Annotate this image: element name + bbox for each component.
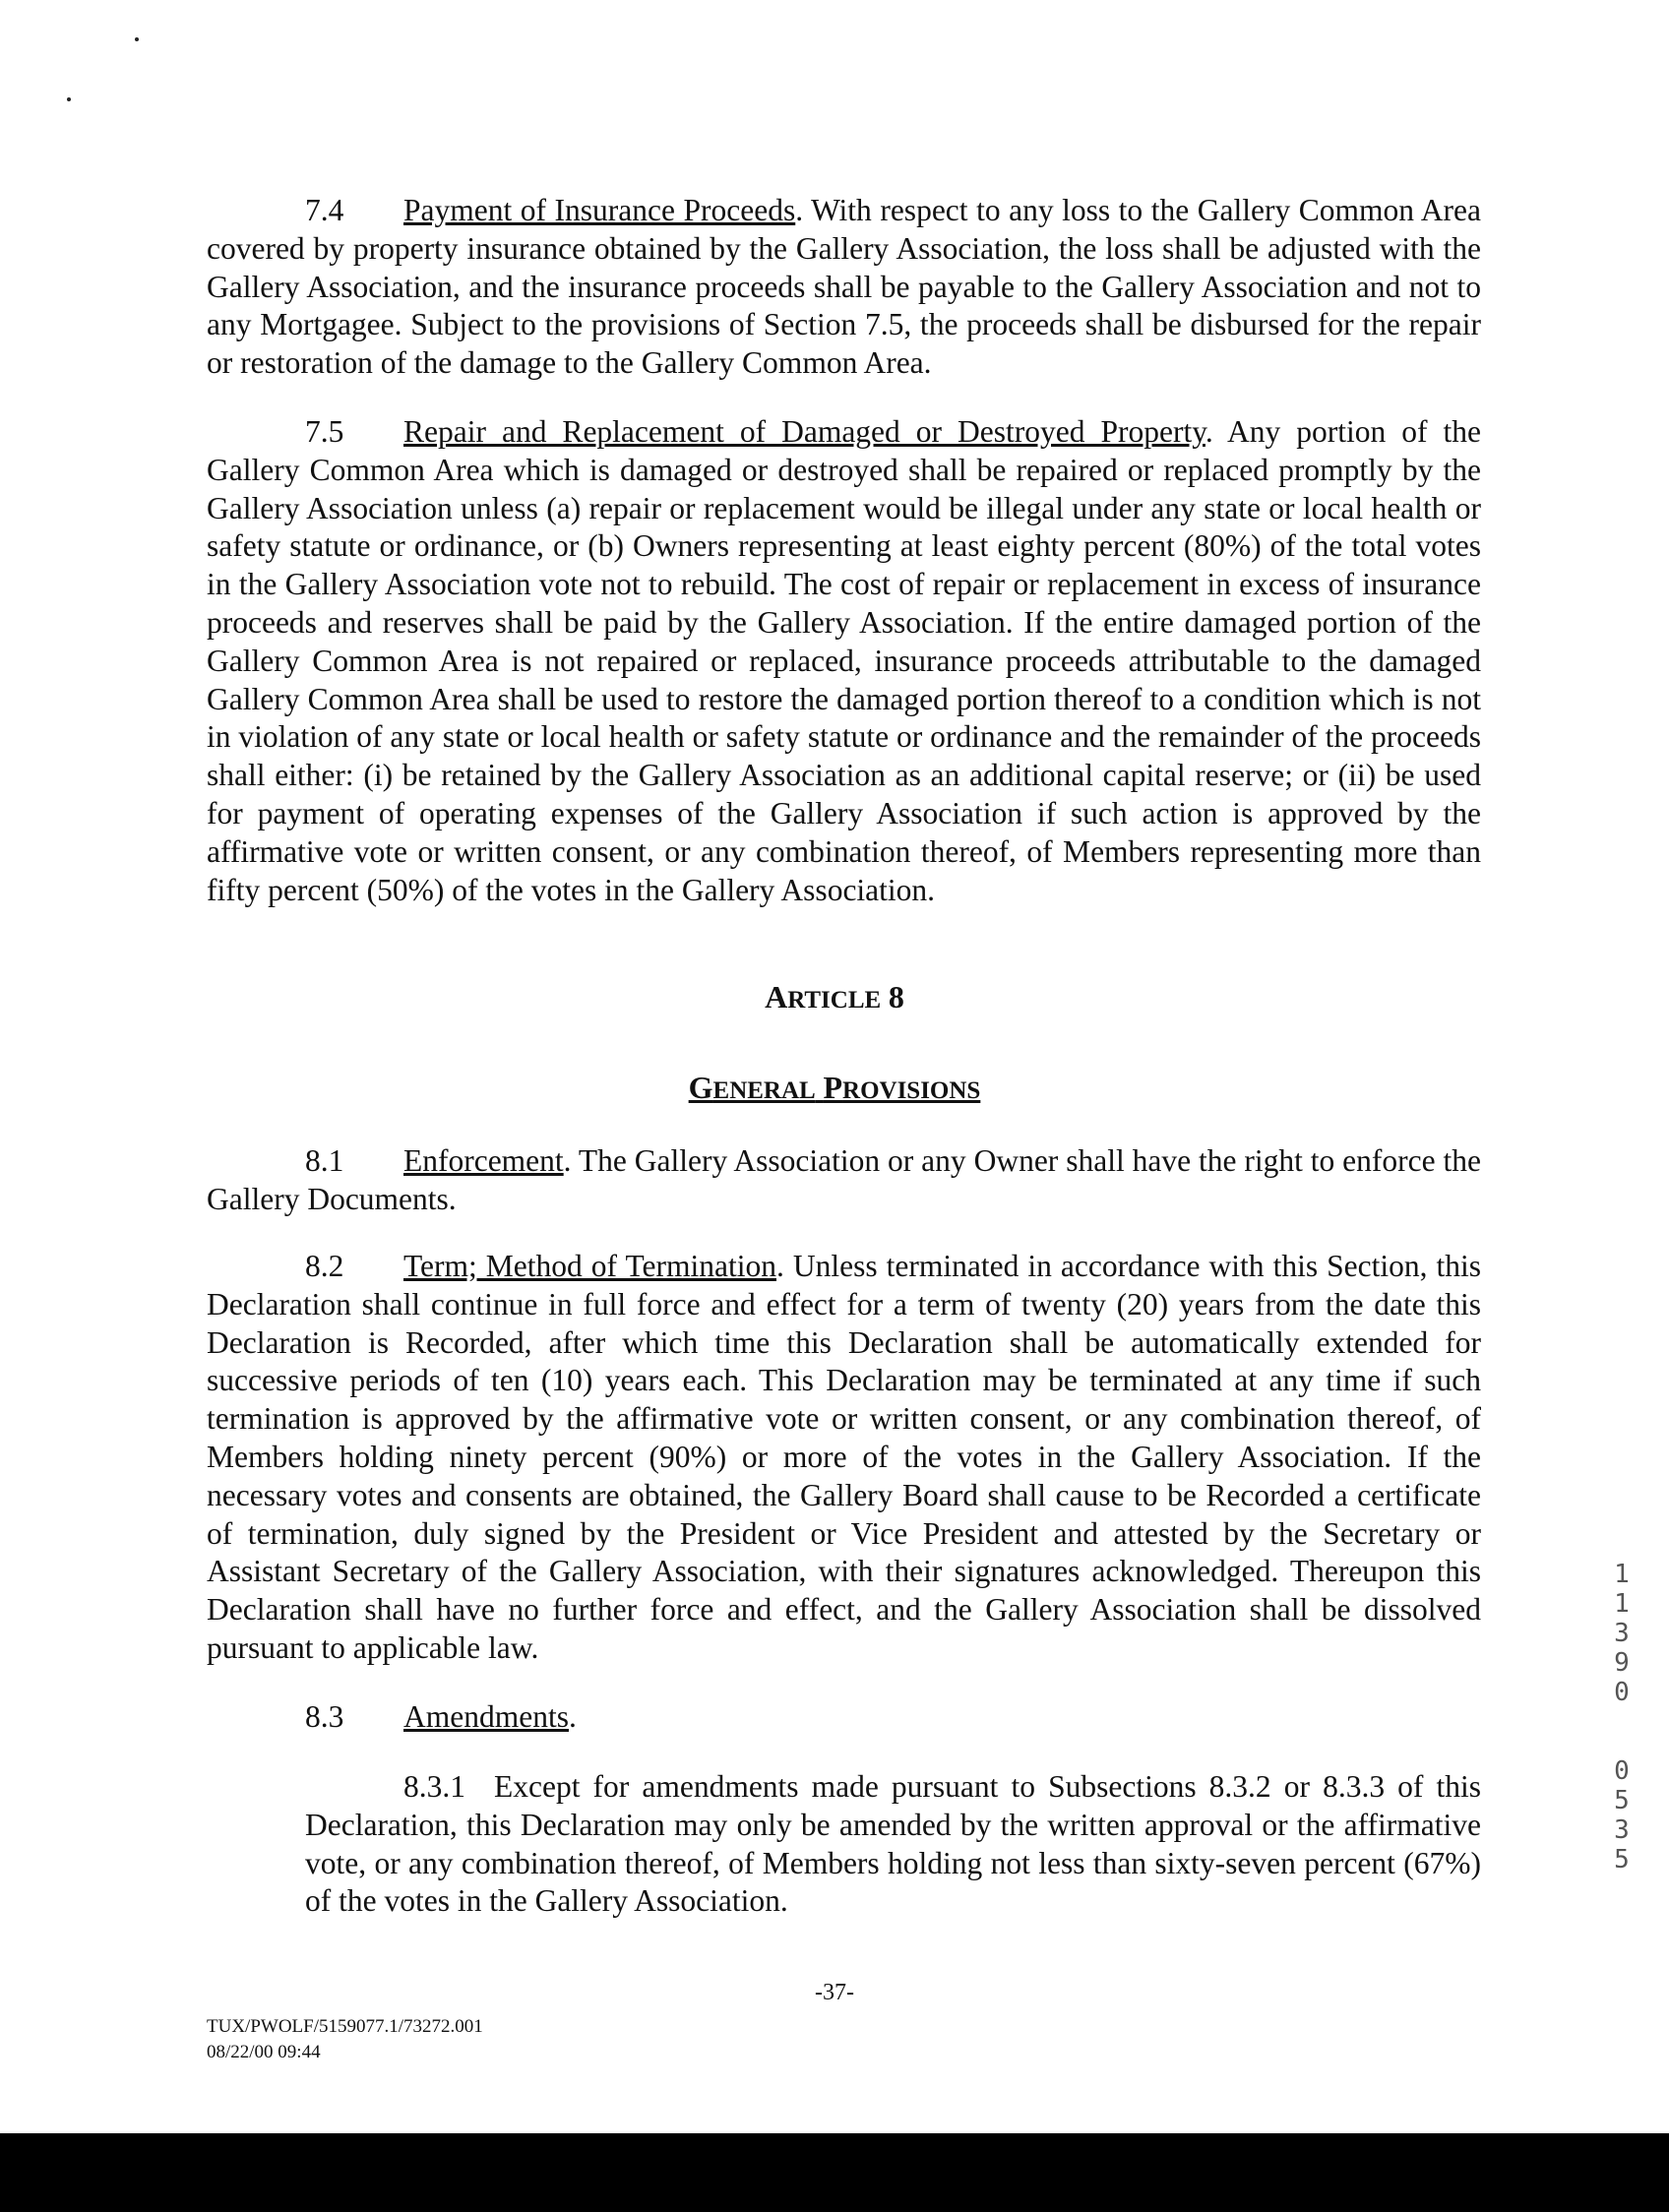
margin-stamp-bottom: 0 5 3 5 bbox=[1614, 1756, 1630, 1874]
article-title: ARTICLE 8 bbox=[765, 979, 904, 1014]
scan-speck bbox=[67, 97, 71, 101]
section-number: 7.4 bbox=[305, 193, 344, 227]
article-subtitle: GENERAL PROVISIONS bbox=[688, 1070, 981, 1105]
footer-timestamp: 08/22/00 09:44 bbox=[207, 2042, 321, 2062]
section-heading: Repair and Replacement of Damaged or Destroyed Property bbox=[403, 414, 1205, 449]
section-text: . With respect to any loss to the Gallery Common Area covered by property insurance obtained by the Gallery Association, the loss shall be adjusted with the Gallery Association, and the insurance proceeds shall be payable to the Gallery Association and not to any Mortgagee. Subject to the provisions of Section 7.5, the proceeds shall be disbursed for the repair or restoration of the damage to the Gallery Common Area. bbox=[207, 193, 1481, 381]
section-text: . Unless terminated in accordance with this Section, this Declaration shall continue in full force and effect for a term of twenty (20) years from the date this Declaration is Recorded, after which time this Declaration shall be automatically extended for successive periods of ten (10) years each. This Declaration may be terminated at any time if such termination is approved by the affirmative vote or written consent, or any combination thereof, of Members holding ninety percent (90%) or more of the votes in the Gallery Association. If the necessary votes and consents are obtained, the Gallery Board shall cause to be Recorded a certificate of termination, duly signed by the President or Vice President and attested by the Secretary or Assistant Secretary of the Gallery Association, with their signatures acknowledged. Thereupon this Declaration shall have no further force and effect, and the Gallery Association shall be dissolved pursuant to applicable law. bbox=[207, 1249, 1481, 1665]
section-number: 8.1 bbox=[305, 1143, 344, 1178]
section-7-4 bbox=[207, 192, 1481, 383]
section-number: 8.3 bbox=[305, 1699, 344, 1734]
section-text: Except for amendments made pursuant to Subsections 8.3.2 or 8.3.3 of this Declaration, this Declaration may only be amended by the written approval or the affirmative vote, or any combination thereof, of Members holding not less than sixty-seven percent (67%) of the votes in the Gallery Association. bbox=[305, 1769, 1481, 1919]
section-text: . Any portion of the Gallery Common Area which is damaged or destroyed shall be repaired or replaced promptly by the Gallery Association unless (a) repair or replacement would be illegal under any state or local health or safety statute or ordinance, or (b) Owners representing at least eighty percent (80%) of the total votes in the Gallery Association vote not to rebuild. The cost of repair or replacement in excess of insurance proceeds and reserves shall be paid by the Gallery Association. If the entire damaged portion of the Gallery Common Area is not repaired or replaced, insurance proceeds attributable to the damaged Gallery Common Area shall be used to restore the damaged portion thereof to a condition which is not in violation of any state or local health or safety statute or ordinance and the remainder of the proceeds shall either: (i) be retained by the Gallery Association as an additional capital reserve; or (ii) be used for payment of operating expenses of the Gallery Association if such action is approved by the affirmative vote or written consent, or any combination thereof, of Members representing more than fifty percent (50%) of the votes in the Gallery Association. bbox=[207, 414, 1481, 907]
margin-stamp-top: 1 1 3 9 0 bbox=[1614, 1560, 1630, 1707]
section-heading: Enforcement bbox=[403, 1143, 564, 1178]
section-number: 8.3.1 bbox=[403, 1769, 465, 1804]
page-number: -37- bbox=[815, 1980, 854, 2005]
section-text: . bbox=[568, 1699, 577, 1734]
section-number: 7.5 bbox=[305, 414, 344, 449]
section-heading: Term; Method of Termination bbox=[403, 1249, 776, 1283]
section-8-3 bbox=[207, 1698, 1481, 1737]
scan-speck bbox=[135, 37, 139, 41]
footer-doc-id: TUX/PWOLF/5159077.1/73272.001 bbox=[207, 2016, 483, 2037]
section-7-5 bbox=[207, 413, 1481, 909]
section-heading: Payment of Insurance Proceeds bbox=[403, 193, 796, 227]
footer bbox=[207, 2014, 483, 2065]
section-text: . The Gallery Association or any Owner shall have the right to enforce the Gallery Documents. bbox=[207, 1143, 1481, 1216]
section-8-3-1 bbox=[207, 1768, 1481, 1921]
section-number: 8.2 bbox=[305, 1249, 344, 1283]
section-heading: Amendments bbox=[403, 1699, 569, 1734]
section-8-2 bbox=[207, 1248, 1481, 1668]
section-8-1 bbox=[207, 1142, 1481, 1219]
